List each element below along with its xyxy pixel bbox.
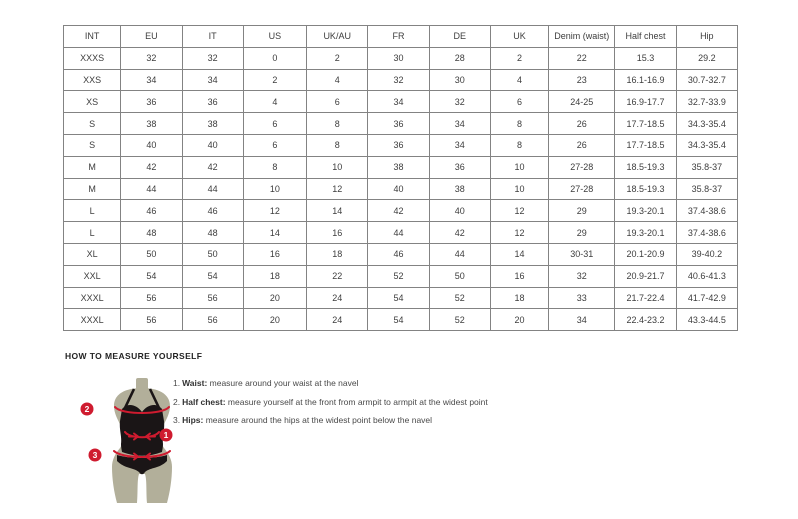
table-cell: 34	[182, 69, 243, 91]
table-cell: 43.3-44.5	[676, 309, 737, 331]
table-cell: 34.3-35.4	[676, 113, 737, 135]
table-cell: 20.9-21.7	[615, 265, 676, 287]
table-row	[64, 178, 738, 200]
table-cell: 10	[490, 156, 548, 178]
column-header: Denim (waist)	[549, 26, 615, 48]
measure-section	[65, 351, 798, 511]
table-cell: 54	[121, 265, 182, 287]
table-cell: S	[64, 113, 121, 135]
table-cell: 20	[243, 287, 306, 309]
column-header: Half chest	[615, 26, 676, 48]
table-cell: 26	[549, 113, 615, 135]
table-cell: 24	[307, 287, 368, 309]
table-cell: 0	[243, 47, 306, 69]
table-cell: 42	[182, 156, 243, 178]
table-cell: 8	[490, 134, 548, 156]
table-row	[64, 265, 738, 287]
table-cell: 22	[549, 47, 615, 69]
table-cell: XXL	[64, 265, 121, 287]
table-row	[64, 243, 738, 265]
table-cell: 39-40.2	[676, 243, 737, 265]
table-cell: 26	[549, 134, 615, 156]
column-header: UK/AU	[307, 26, 368, 48]
step-label: Hips:	[182, 415, 204, 426]
table-cell: 44	[121, 178, 182, 200]
table-cell: 4	[243, 91, 306, 113]
table-cell: XXXS	[64, 47, 121, 69]
mannequin-figure-icon	[75, 376, 187, 506]
table-cell: 22	[307, 265, 368, 287]
table-cell: 56	[182, 287, 243, 309]
table-cell: 30-31	[549, 243, 615, 265]
table-cell: 32	[429, 91, 490, 113]
table-cell: 10	[490, 178, 548, 200]
table-row	[64, 47, 738, 69]
table-cell: 52	[429, 287, 490, 309]
table-cell: 2	[243, 69, 306, 91]
table-cell: 10	[307, 156, 368, 178]
chest-badge-number: 2	[84, 404, 90, 415]
waist-badge-number: 1	[163, 430, 169, 441]
table-cell: 38	[182, 113, 243, 135]
table-cell: 24-25	[549, 91, 615, 113]
table-cell: 20	[243, 309, 306, 331]
table-cell: 16.1-16.9	[615, 69, 676, 91]
table-cell: 16	[490, 265, 548, 287]
table-cell: XXXL	[64, 309, 121, 331]
table-cell: 32	[368, 69, 429, 91]
table-cell: 27-28	[549, 156, 615, 178]
table-cell: 42	[368, 200, 429, 222]
table-cell: 42	[121, 156, 182, 178]
table-cell: 18	[307, 243, 368, 265]
column-header: INT	[64, 26, 121, 48]
table-cell: 50	[182, 243, 243, 265]
table-cell: 50	[429, 265, 490, 287]
table-row	[64, 91, 738, 113]
table-cell: 29	[549, 222, 615, 244]
table-cell: 48	[121, 222, 182, 244]
column-header: Hip	[676, 26, 737, 48]
table-cell: M	[64, 156, 121, 178]
table-cell: 22.4-23.2	[615, 309, 676, 331]
table-cell: 36	[121, 91, 182, 113]
table-cell: 8	[307, 113, 368, 135]
measure-step	[173, 416, 488, 425]
column-header: DE	[429, 26, 490, 48]
table-cell: 34	[121, 69, 182, 91]
table-cell: 44	[182, 178, 243, 200]
table-cell: 12	[243, 200, 306, 222]
measure-step	[173, 398, 488, 407]
table-cell: 36	[368, 134, 429, 156]
table-cell: 12	[490, 200, 548, 222]
table-cell: 20	[490, 309, 548, 331]
table-cell: 16.9-17.7	[615, 91, 676, 113]
table-cell: L	[64, 200, 121, 222]
table-cell: 27-28	[549, 178, 615, 200]
table-cell: 10	[243, 178, 306, 200]
table-cell: 8	[243, 156, 306, 178]
table-cell: 46	[368, 243, 429, 265]
step-text: measure yourself at the front from armpit to armpit at the widest point	[225, 396, 488, 407]
table-cell: 37.4-38.6	[676, 222, 737, 244]
table-cell: 56	[182, 309, 243, 331]
table-cell: 38	[121, 113, 182, 135]
table-cell: 32	[182, 47, 243, 69]
table-cell: 32	[549, 265, 615, 287]
column-header: EU	[121, 26, 182, 48]
table-cell: 30	[429, 69, 490, 91]
table-cell: 42	[429, 222, 490, 244]
table-row	[64, 287, 738, 309]
column-header: IT	[182, 26, 243, 48]
table-cell: 2	[307, 47, 368, 69]
table-cell: 34	[429, 134, 490, 156]
table-cell: 18.5-19.3	[615, 156, 676, 178]
table-cell: 54	[182, 265, 243, 287]
measure-heading: HOW TO MEASURE YOURSELF	[65, 351, 203, 362]
table-cell: 50	[121, 243, 182, 265]
table-cell: 14	[307, 200, 368, 222]
table-cell: 34	[368, 91, 429, 113]
table-cell: 18	[490, 287, 548, 309]
table-cell: 24	[307, 309, 368, 331]
table-cell: 32	[121, 47, 182, 69]
table-cell: 54	[368, 309, 429, 331]
table-cell: 40.6-41.3	[676, 265, 737, 287]
step-number: 2.	[173, 396, 181, 407]
measure-steps	[173, 379, 488, 435]
table-cell: S	[64, 134, 121, 156]
table-cell: 8	[307, 134, 368, 156]
table-cell: 34	[549, 309, 615, 331]
table-cell: 48	[182, 222, 243, 244]
hips-badge-number: 3	[92, 450, 98, 461]
table-cell: 36	[429, 156, 490, 178]
table-cell: 29	[549, 200, 615, 222]
table-cell: 16	[243, 243, 306, 265]
table-cell: 38	[429, 178, 490, 200]
table-cell: 41.7-42.9	[676, 287, 737, 309]
table-cell: 52	[368, 265, 429, 287]
table-cell: 20.1-20.9	[615, 243, 676, 265]
table-cell: 32.7-33.9	[676, 91, 737, 113]
table-cell: 54	[368, 287, 429, 309]
table-row	[64, 69, 738, 91]
table-cell: 15.3	[615, 47, 676, 69]
table-cell: 29.2	[676, 47, 737, 69]
table-row	[64, 156, 738, 178]
table-cell: 46	[182, 200, 243, 222]
size-chart-header-row	[64, 26, 738, 48]
table-cell: 40	[429, 200, 490, 222]
table-cell: 34.3-35.4	[676, 134, 737, 156]
table-cell: 17.7-18.5	[615, 134, 676, 156]
mannequin-illustration	[75, 376, 187, 511]
table-cell: 6	[490, 91, 548, 113]
table-cell: 4	[490, 69, 548, 91]
table-cell: 37.4-38.6	[676, 200, 737, 222]
table-cell: 16	[307, 222, 368, 244]
table-cell: 6	[307, 91, 368, 113]
table-cell: 6	[243, 134, 306, 156]
table-cell: L	[64, 222, 121, 244]
table-cell: XS	[64, 91, 121, 113]
table-cell: 6	[243, 113, 306, 135]
table-cell: 21.7-22.4	[615, 287, 676, 309]
table-cell: 23	[549, 69, 615, 91]
measure-step	[173, 379, 488, 388]
step-label: Half chest:	[182, 396, 226, 407]
table-cell: 18.5-19.3	[615, 178, 676, 200]
table-row	[64, 309, 738, 331]
size-chart-table	[63, 25, 738, 331]
table-cell: 12	[307, 178, 368, 200]
table-cell: 40	[121, 134, 182, 156]
table-cell: 56	[121, 287, 182, 309]
step-text: measure around the hips at the widest point below the navel	[203, 415, 433, 426]
table-row	[64, 134, 738, 156]
table-cell: 18	[243, 265, 306, 287]
table-cell: 2	[490, 47, 548, 69]
table-cell: 17.7-18.5	[615, 113, 676, 135]
table-cell: 28	[429, 47, 490, 69]
table-cell: 4	[307, 69, 368, 91]
table-cell: 12	[490, 222, 548, 244]
step-text: measure around your waist at the navel	[207, 378, 359, 389]
step-number: 1.	[173, 378, 181, 389]
table-cell: 19.3-20.1	[615, 200, 676, 222]
size-guide-page	[0, 25, 798, 511]
table-cell: 19.3-20.1	[615, 222, 676, 244]
table-cell: 35.8-37	[676, 156, 737, 178]
step-number: 3.	[173, 415, 181, 426]
table-cell: 30.7-32.7	[676, 69, 737, 91]
table-cell: 56	[121, 309, 182, 331]
table-cell: 44	[429, 243, 490, 265]
table-row	[64, 222, 738, 244]
table-cell: XXS	[64, 69, 121, 91]
table-cell: 8	[490, 113, 548, 135]
table-cell: 35.8-37	[676, 178, 737, 200]
table-row	[64, 200, 738, 222]
table-cell: 46	[121, 200, 182, 222]
table-cell: XL	[64, 243, 121, 265]
table-cell: XXXL	[64, 287, 121, 309]
table-cell: 40	[368, 178, 429, 200]
table-cell: M	[64, 178, 121, 200]
table-cell: 33	[549, 287, 615, 309]
table-cell: 14	[490, 243, 548, 265]
table-cell: 30	[368, 47, 429, 69]
table-cell: 44	[368, 222, 429, 244]
table-cell: 14	[243, 222, 306, 244]
table-cell: 34	[429, 113, 490, 135]
table-cell: 36	[368, 113, 429, 135]
column-header: FR	[368, 26, 429, 48]
table-cell: 40	[182, 134, 243, 156]
table-row	[64, 113, 738, 135]
table-cell: 52	[429, 309, 490, 331]
table-cell: 36	[182, 91, 243, 113]
step-label: Waist:	[182, 378, 208, 389]
table-cell: 38	[368, 156, 429, 178]
column-header: UK	[490, 26, 548, 48]
column-header: US	[243, 26, 306, 48]
